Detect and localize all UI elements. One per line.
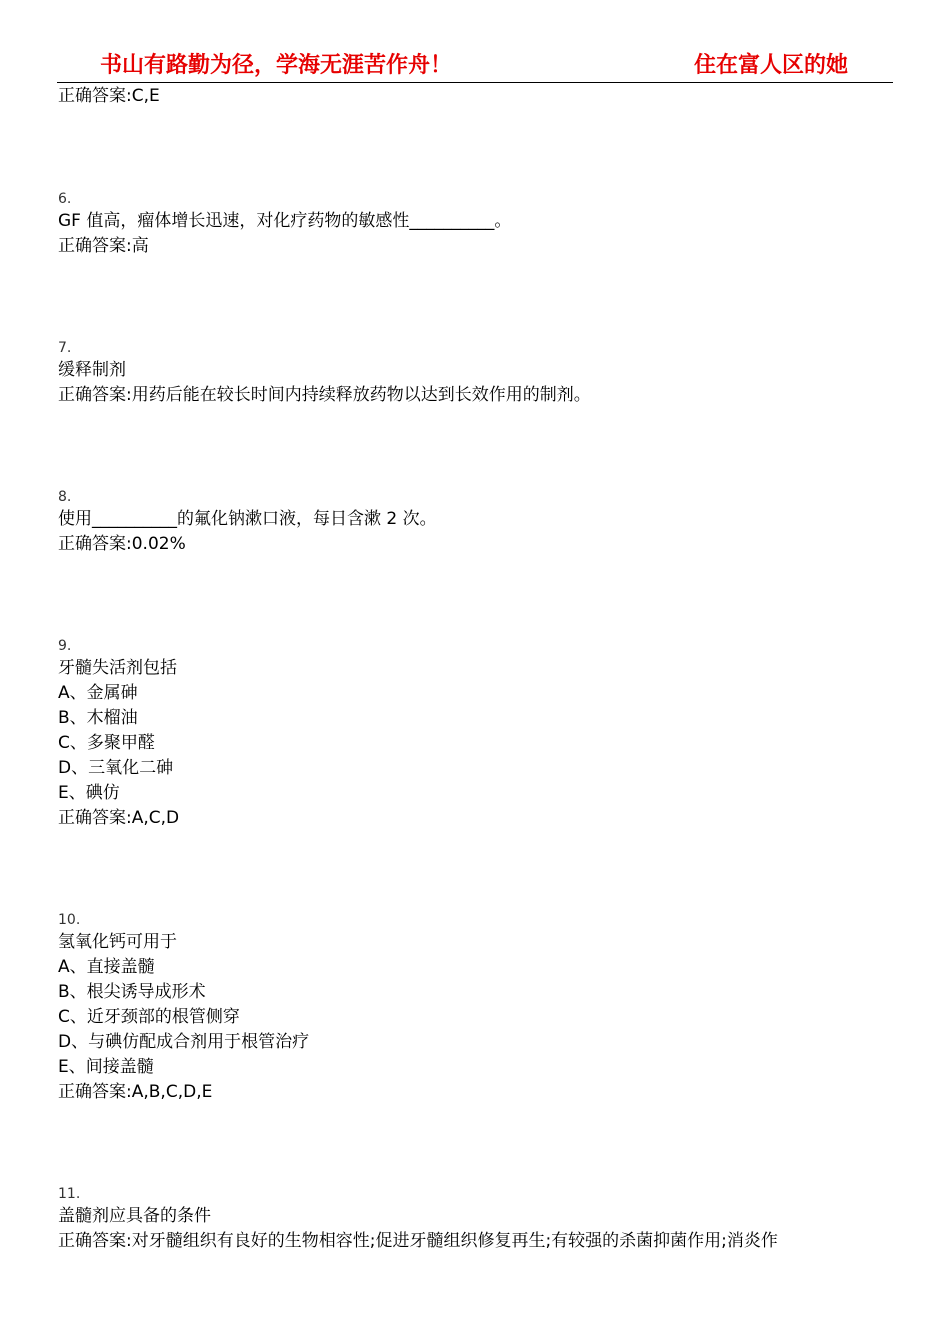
page-header <box>0 0 950 84</box>
answer-text: 正确答案:对牙髓组织有良好的生物相容性;促进牙髓组织修复再生;有较强的杀菌抑菌作用;消炎作 <box>58 1231 778 1251</box>
question-number: 11. <box>58 1186 81 1202</box>
answer-text: 正确答案:高 <box>58 236 149 256</box>
option-item: A、直接盖髓 <box>58 957 155 977</box>
header-motto: 书山有路勤为径，学海无涯苦作舟！ <box>100 52 453 78</box>
previous-answer: 正确答案:C,E <box>58 86 160 106</box>
option-item: D、三氧化二砷 <box>58 758 174 778</box>
option-item: C、多聚甲醛 <box>58 733 155 753</box>
answer-text: 正确答案:A,B,C,D,E <box>58 1082 213 1102</box>
question-number: 10. <box>58 912 81 928</box>
header-divider <box>57 82 893 83</box>
option-item: E、间接盖髓 <box>58 1057 154 1077</box>
option-item: B、木榴油 <box>58 708 138 728</box>
question-stem: 氢氧化钙可用于 <box>58 932 177 952</box>
question-stem: 盖髓剂应具备的条件 <box>58 1206 211 1226</box>
question-stem: 牙髓失活剂包括 <box>58 658 177 678</box>
question-stem: 缓释制剂 <box>58 360 126 380</box>
answer-text: 正确答案:用药后能在较长时间内持续释放药物以达到长效作用的制剂。 <box>58 385 591 405</box>
option-item: E、碘仿 <box>58 783 120 803</box>
option-item: C、近牙颈部的根管侧穿 <box>58 1007 240 1027</box>
question-number: 7. <box>58 340 72 356</box>
option-item: B、根尖诱导成形术 <box>58 982 206 1002</box>
option-item: A、金属砷 <box>58 683 138 703</box>
answer-text: 正确答案:0.02% <box>58 534 186 554</box>
question-number: 9. <box>58 638 72 654</box>
answer-text: 正确答案:A,C,D <box>58 808 180 828</box>
option-item: D、与碘仿配成合剂用于根管治疗 <box>58 1032 310 1052</box>
question-stem: GF 值高，瘤体增长迅速，对化疗药物的敏感性__________。 <box>58 211 512 231</box>
question-stem: 使用__________的氟化钠漱口液，每日含漱 2 次。 <box>58 509 437 529</box>
question-number: 8. <box>58 489 72 505</box>
header-author: 住在富人区的她 <box>694 52 849 78</box>
question-number: 6. <box>58 191 72 207</box>
